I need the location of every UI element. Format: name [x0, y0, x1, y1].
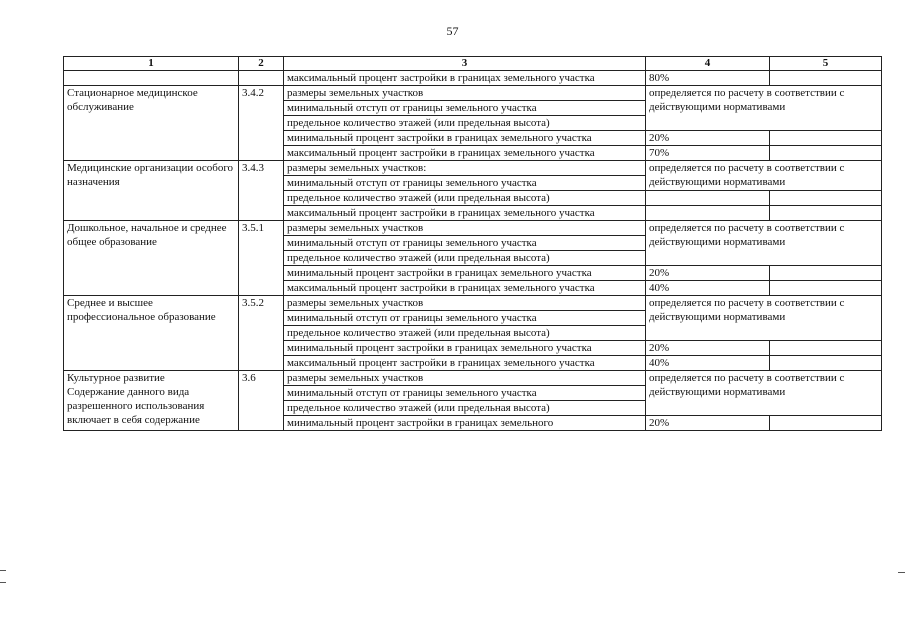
extra-cell [770, 71, 882, 86]
value-cell: 80% [646, 71, 770, 86]
code-cell: 3.4.3 [239, 161, 284, 221]
param-cell: минимальный процент застройки в границах земельного участка [284, 266, 646, 281]
value-cell [646, 206, 770, 221]
name-cell: Культурное развитие Содержание данного вида разрешенного использования включает в себя содержание [64, 371, 239, 431]
param-cell: минимальный отступ от границы земельного участка [284, 311, 646, 326]
param-cell: максимальный процент застройки в границах земельного участка [284, 206, 646, 221]
scan-mark [0, 570, 6, 571]
table-row [64, 296, 882, 311]
param-cell: минимальный процент застройки в границах земельного участка [284, 341, 646, 356]
extra-cell [770, 356, 882, 371]
extra-cell [770, 146, 882, 161]
param-cell: предельное количество этажей (или предельная высота) [284, 401, 646, 416]
header-col-1: 1 [64, 57, 239, 71]
note-cell: определяется по расчету в соответствии с действующими нормативами [646, 221, 882, 266]
code-cell: 3.6 [239, 371, 284, 431]
param-cell: предельное количество этажей (или предельная высота) [284, 116, 646, 131]
param-cell: минимальный отступ от границы земельного участка [284, 176, 646, 191]
param-cell: максимальный процент застройки в границах земельного участка [284, 281, 646, 296]
value-cell: 70% [646, 146, 770, 161]
header-col-5: 5 [770, 57, 882, 71]
param-cell: минимальный процент застройки в границах земельного участка [284, 131, 646, 146]
param-cell: размеры земельных участков: [284, 161, 646, 176]
header-col-4: 4 [646, 57, 770, 71]
value-cell: 40% [646, 281, 770, 296]
extra-cell [770, 416, 882, 431]
table-row [64, 221, 882, 236]
note-cell: определяется по расчету в соответствии с действующими нормативами [646, 86, 882, 131]
extra-cell [770, 266, 882, 281]
value-cell: 20% [646, 266, 770, 281]
name-cell: Медицинские организации особого назначения [64, 161, 239, 221]
extra-cell [770, 131, 882, 146]
code-cell [239, 71, 284, 86]
note-cell: определяется по расчету в соответствии с действующими нормативами [646, 296, 882, 341]
param-cell: предельное количество этажей (или предельная высота) [284, 326, 646, 341]
page-number: 57 [446, 24, 459, 38]
value-cell [646, 191, 770, 206]
zoning-parameters-table [63, 56, 882, 431]
param-cell: максимальный процент застройки в границах земельного участка [284, 356, 646, 371]
extra-cell [770, 191, 882, 206]
code-cell: 3.4.2 [239, 86, 284, 161]
table-row [64, 161, 882, 176]
name-cell: Среднее и высшее профессиональное образование [64, 296, 239, 371]
name-cell: Дошкольное, начальное и среднее общее образование [64, 221, 239, 296]
scan-mark [898, 572, 905, 573]
extra-cell [770, 341, 882, 356]
param-cell: максимальный процент застройки в границах земельного участка [284, 146, 646, 161]
param-cell: минимальный отступ от границы земельного участка [284, 236, 646, 251]
code-cell: 3.5.1 [239, 221, 284, 296]
table-row [64, 71, 882, 86]
param-cell: предельное количество этажей (или предельная высота) [284, 191, 646, 206]
name-cell [64, 71, 239, 86]
value-cell: 20% [646, 416, 770, 431]
header-col-2: 2 [239, 57, 284, 71]
note-cell: определяется по расчету в соответствии с действующими нормативами [646, 161, 882, 191]
param-cell: предельное количество этажей (или предельная высота) [284, 251, 646, 266]
value-cell: 20% [646, 341, 770, 356]
table-row [64, 86, 882, 101]
param-cell: размеры земельных участков [284, 86, 646, 101]
param-cell: минимальный отступ от границы земельного участка [284, 386, 646, 401]
note-cell: определяется по расчету в соответствии с действующими нормативами [646, 371, 882, 416]
param-cell: размеры земельных участков [284, 221, 646, 236]
name-cell: Стационарное медицинское обслуживание [64, 86, 239, 161]
table-row [64, 371, 882, 386]
param-cell: минимальный отступ от границы земельного участка [284, 101, 646, 116]
header-row [64, 57, 882, 71]
param-cell: размеры земельных участков [284, 296, 646, 311]
value-cell: 40% [646, 356, 770, 371]
param-cell: минимальный процент застройки в границах земельного [284, 416, 646, 431]
code-cell: 3.5.2 [239, 296, 284, 371]
scan-mark [0, 582, 6, 583]
extra-cell [770, 206, 882, 221]
param-cell: максимальный процент застройки в границах земельного участка [284, 71, 646, 86]
param-cell: размеры земельных участков [284, 371, 646, 386]
header-col-3: 3 [284, 57, 646, 71]
extra-cell [770, 281, 882, 296]
value-cell: 20% [646, 131, 770, 146]
